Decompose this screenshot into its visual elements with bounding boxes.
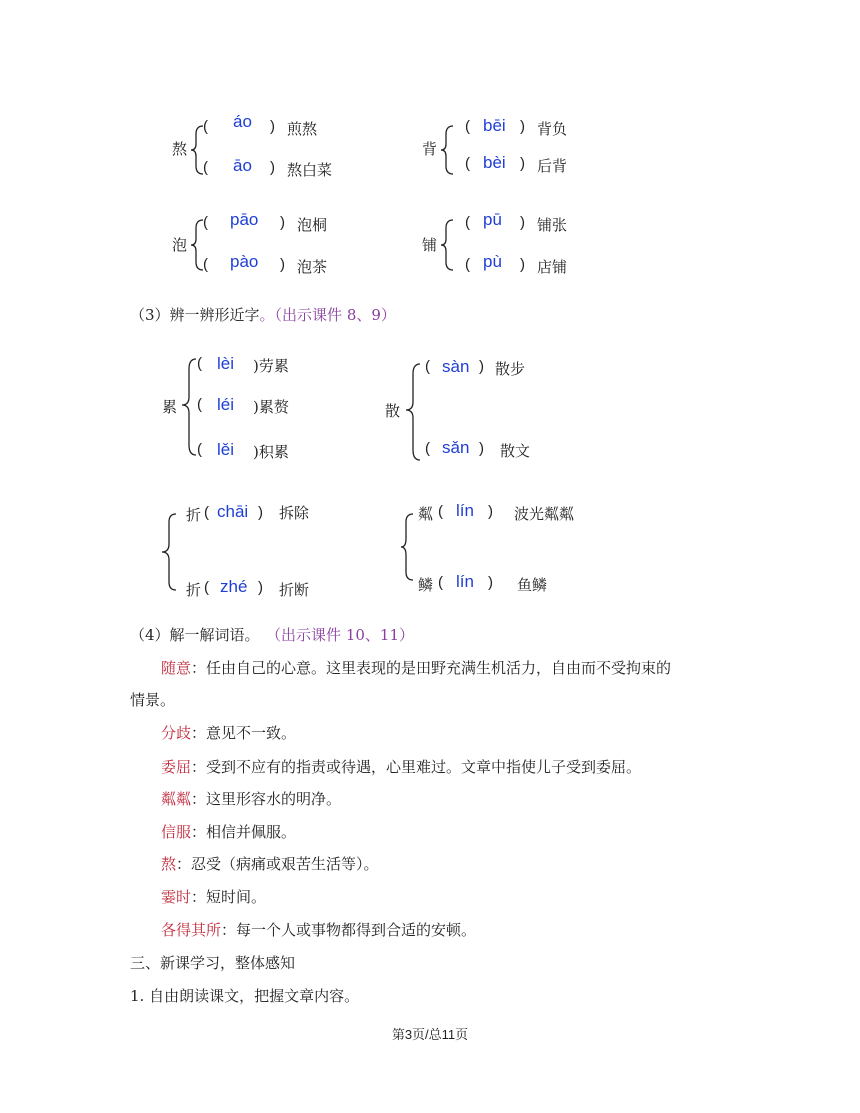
vocab-continuation: 情景。 <box>130 691 176 709</box>
vocab-item: 各得其所：每一个人或事物都得到合适的安顿。 <box>161 921 477 939</box>
group-char: 鳞 <box>418 576 434 594</box>
pinyin: pū <box>483 210 502 229</box>
pinyin: lěi <box>217 440 235 459</box>
vocab-term: 霎时 <box>161 888 192 906</box>
word: 泡茶 <box>297 258 328 276</box>
pinyin: áo <box>233 112 252 131</box>
vocab-term: 粼粼 <box>161 790 192 808</box>
word-with-paren: )累赘 <box>253 398 289 416</box>
section-3-heading: （3）辨一辨形近字。（出示课件 8、9） <box>130 306 396 324</box>
group-char: 累 <box>162 398 178 416</box>
vocab-item: 信服：相信并佩服。 <box>161 823 297 841</box>
page-footer: 第3页/总11页 <box>391 1027 469 1042</box>
group-char: 泡 <box>172 236 188 254</box>
pinyin: pào <box>230 252 259 271</box>
brace <box>439 218 455 272</box>
word: 散文 <box>500 442 531 460</box>
pinyin: pāo <box>230 210 259 229</box>
word: 煎熬 <box>287 120 318 138</box>
word: 鱼鳞 <box>517 576 548 594</box>
vocab-item: 委屈：受到不应有的指责或待遇，心里难过。文章中指使儿子受到委屈。 <box>161 758 642 776</box>
word: 折断 <box>279 581 310 599</box>
brace <box>404 362 422 462</box>
group-char: 铺 <box>422 236 438 254</box>
pinyin: lèi <box>217 354 235 373</box>
vocab-item: 粼粼：这里形容水的明净。 <box>161 790 342 808</box>
vocab-term: 分歧 <box>161 724 192 742</box>
group-char: 折 <box>186 581 202 599</box>
vocab-item: 分歧：意见不一致。 <box>161 724 297 742</box>
word: 店铺 <box>537 258 568 276</box>
vocab-term: 各得其所 <box>161 921 222 939</box>
vocab-term: 随意 <box>161 659 192 677</box>
section-4-heading: （4）解一解词语。 （出示课件 10、11） <box>130 626 414 644</box>
group-char: 熬 <box>172 140 188 158</box>
pinyin: sàn <box>442 357 470 376</box>
brace <box>399 512 415 582</box>
word-with-paren: )积累 <box>253 443 289 461</box>
group-char: 折 <box>186 506 202 524</box>
section-three-heading: 三、新课学习，整体感知 <box>130 954 296 972</box>
group-char: 粼 <box>418 505 434 523</box>
vocab-term: 熬 <box>161 855 177 873</box>
pinyin: bēi <box>483 116 506 135</box>
word: 熬白菜 <box>287 161 333 179</box>
vocab-term: 委屈 <box>161 758 192 776</box>
word: 泡桐 <box>297 216 328 234</box>
pinyin: lín <box>456 572 474 591</box>
word: 背负 <box>537 120 568 138</box>
word: 拆除 <box>279 504 310 522</box>
word: 散步 <box>495 360 526 378</box>
group-char: 散 <box>385 402 401 420</box>
vocab-item: 霎时：短时间。 <box>161 888 267 906</box>
pinyin: zhé <box>220 577 248 596</box>
vocab-item: 随意：任由自己的心意。这里表现的是田野充满生机活力，自由而不受拘束的 <box>161 659 672 677</box>
brace <box>439 124 455 176</box>
vocab-term: 信服 <box>161 823 192 841</box>
word-with-paren: )劳累 <box>253 357 289 375</box>
brace <box>160 512 178 592</box>
group-char: 背 <box>422 140 438 158</box>
word: 铺张 <box>537 216 568 234</box>
pinyin: chāi <box>217 502 249 521</box>
step-1: 1. 自由朗读课文，把握文章内容。 <box>130 987 360 1005</box>
brace <box>180 357 198 457</box>
pinyin: sǎn <box>442 438 470 457</box>
pinyin: bèi <box>483 153 506 172</box>
word: 波光粼粼 <box>514 505 575 523</box>
vocab-item: 熬：忍受（病痛或艰苦生活等）。 <box>161 855 379 873</box>
pinyin: pù <box>483 252 502 271</box>
pinyin: āo <box>233 156 252 175</box>
word: 后背 <box>537 157 568 175</box>
pinyin: léi <box>217 395 235 414</box>
pinyin: lín <box>456 501 474 520</box>
